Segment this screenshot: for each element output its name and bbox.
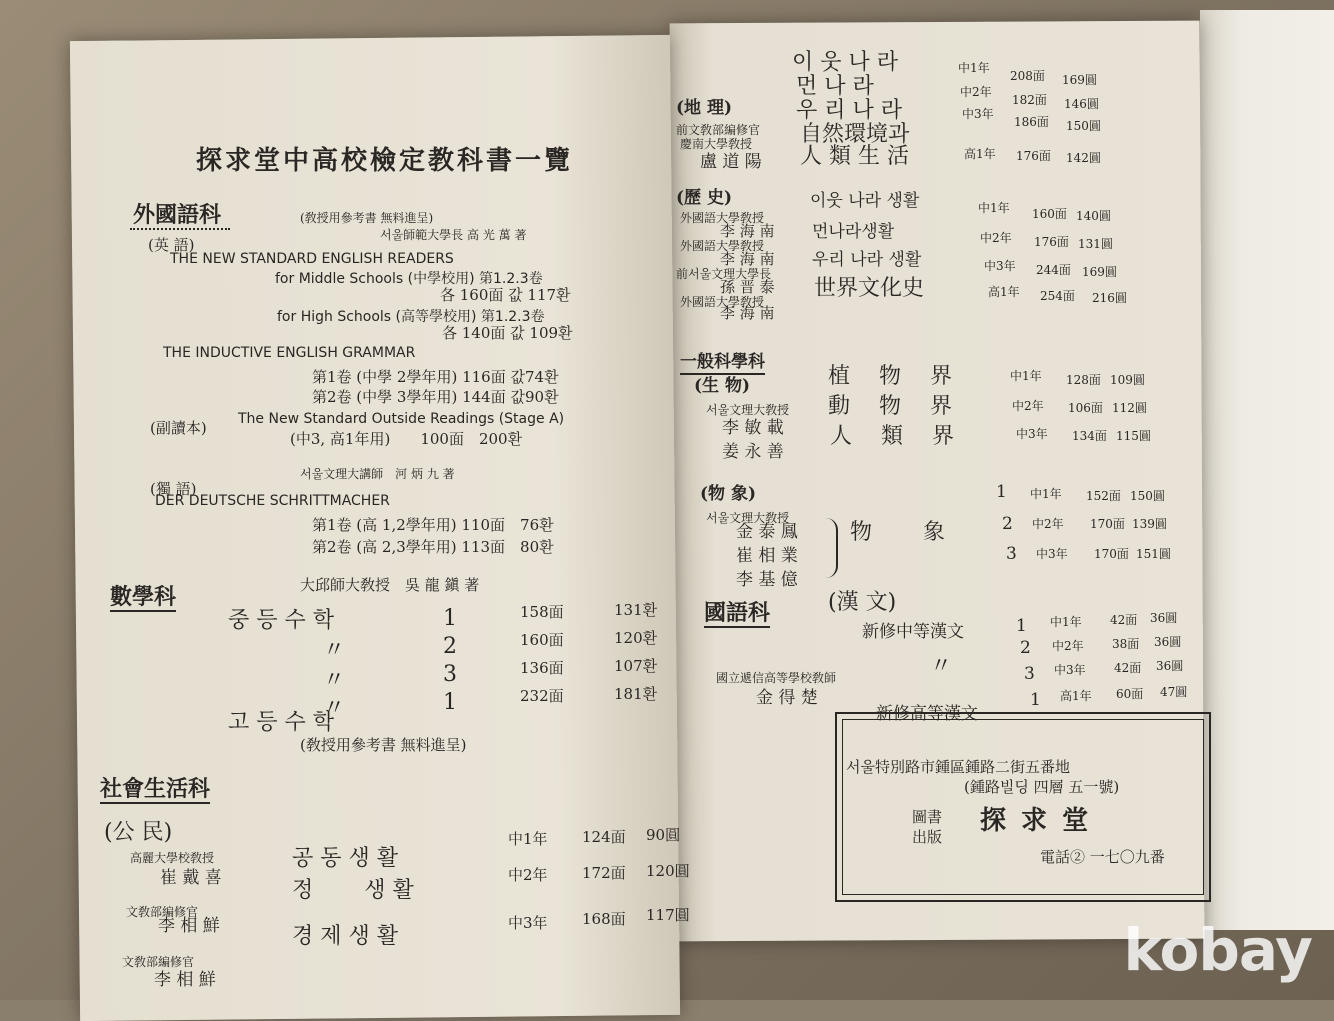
korean-row-vol: 1 (1016, 616, 1027, 636)
author-name: 李 相 鮮 (154, 970, 216, 990)
korean-row-title: 新修高等漢文 (876, 704, 978, 724)
korean-heading: 國語科 (704, 600, 771, 626)
book-page-edges (1200, 10, 1334, 930)
foreign-note: (敎授用參考書 無料進呈) (300, 211, 434, 225)
korean-row-price: 36圓 (1154, 635, 1182, 649)
bio-row-pages: 134面 (1072, 429, 1107, 443)
phys-row-vol: 3 (1006, 544, 1017, 564)
math-row-pages: 160面 (520, 631, 564, 649)
geo-row-pages: 182面 (1012, 93, 1047, 107)
social-row-title: 공 동 생 활 (292, 846, 398, 871)
geo-row-pages: 208面 (1010, 69, 1045, 83)
phys-label: (物 象) (700, 484, 757, 504)
author-name: 金 得 楚 (756, 688, 818, 708)
author-name: 崔 戴 喜 (160, 868, 222, 888)
math-row-vol: 1 (443, 690, 457, 715)
geo-row-pages: 176面 (1016, 149, 1051, 163)
bio-row-title: 動 物 界 (828, 394, 952, 419)
math-author: 大邱師大敎授 吳 龍 鎭 著 (300, 576, 480, 594)
hist-row-title: 우리 나라 생활 (812, 250, 922, 270)
social-row-price: 117圓 (646, 906, 690, 924)
social-row-title: 정 생 활 (292, 878, 414, 903)
bio-row-grade: 中3年 (1016, 427, 1048, 441)
author-name: 李 相 鮮 (158, 916, 220, 936)
geo-row-title: 自然環境과 (800, 122, 910, 147)
math-row-name: 〃 (323, 696, 346, 721)
author-name: 崔 相 業 (736, 546, 798, 566)
social-heading: 社會生活科 (100, 776, 211, 802)
science-heading: 一般科學科 (680, 354, 765, 375)
book-volume: 第2卷 (中學 3學年用) 144面 값90환 (312, 388, 559, 406)
author-title: 서울文理大敎授 (706, 511, 790, 525)
hist-row-price: 169圓 (1082, 265, 1117, 279)
math-note: (敎授用參考書 無料進呈) (300, 736, 467, 754)
publisher-address-2: (鍾路빌딩 四層 五一號) (964, 778, 1120, 796)
social-row-grade: 中2年 (508, 866, 548, 884)
social-row-price: 90圓 (646, 826, 681, 844)
korean-row-pages: 60面 (1116, 687, 1144, 701)
geo-row-title: 人 類 生 活 (800, 144, 909, 169)
math-row-vol: 1 (443, 606, 457, 631)
publisher-kind: 出版 (912, 828, 943, 846)
korean-row-price: 36圓 (1150, 611, 1178, 625)
geo-row-price: 150圓 (1066, 119, 1101, 133)
phys-row-pages: 170面 (1090, 517, 1125, 531)
korean-row-price: 36圓 (1156, 659, 1184, 673)
geo-row-grade: 中3年 (962, 107, 994, 121)
page-title: 探求堂中高校檢定教科書一覽 (196, 146, 574, 176)
author-name: 姜 永 善 (722, 442, 784, 462)
book-price: 各 160面 값 117환 (440, 286, 571, 304)
author-title: 慶南大學敎授 (680, 137, 753, 151)
korean-sub: (漢 文) (828, 590, 897, 615)
geo-row-grade: 中1年 (958, 61, 990, 75)
hist-row-grade: 中1年 (978, 201, 1010, 215)
korean-row-pages: 42面 (1110, 613, 1138, 627)
bio-row-grade: 中2年 (1012, 399, 1044, 413)
social-row-pages: 124面 (582, 828, 626, 846)
phys-title: 物 象 (850, 520, 945, 545)
hist-row-title: 世界文化史 (814, 276, 925, 301)
hist-row-pages: 176面 (1034, 235, 1069, 249)
heading-underline (130, 228, 230, 230)
author-title: 高麗大學校敎授 (130, 851, 215, 865)
korean-row-price: 47圓 (1160, 685, 1188, 699)
korean-row-vol: 2 (1020, 638, 1031, 658)
author-title: 서울文理大敎授 (706, 403, 790, 417)
phys-row-grade: 中1年 (1030, 487, 1062, 501)
math-row-vol: 3 (443, 662, 457, 687)
author-title: 前文敎部編修官 (676, 123, 761, 137)
hist-row-pages: 244面 (1036, 263, 1071, 277)
author-title: 外國語大學敎授 (680, 295, 765, 309)
geo-row-price: 142圓 (1066, 151, 1101, 165)
korean-row-vol: 3 (1024, 664, 1035, 684)
geo-row-price: 169圓 (1062, 73, 1097, 87)
bio-row-title: 人 類 界 (830, 424, 954, 449)
phys-row-price: 139圓 (1132, 517, 1167, 531)
bio-row-pages: 106面 (1068, 401, 1103, 415)
geo-row-title: 이 웃 나 라 (792, 50, 898, 75)
phys-row-price: 150圓 (1130, 489, 1165, 503)
book-volume: 第2卷 (高 2,3學年用) 113面 80환 (312, 538, 554, 556)
hist-row-price: 131圓 (1078, 237, 1113, 251)
math-row-name: 〃 (323, 638, 346, 663)
social-row-grade: 中3年 (508, 914, 548, 932)
korean-row-title: 〃 (930, 654, 953, 679)
bio-row-pages: 128面 (1066, 373, 1101, 387)
social-row-grade: 中1年 (508, 830, 548, 848)
bio-row-price: 115圓 (1116, 429, 1151, 443)
phys-row-pages: 170面 (1094, 547, 1129, 561)
phys-row-vol: 1 (996, 482, 1007, 502)
author-brace (826, 518, 838, 578)
author-name: 金 泰 鳳 (736, 522, 798, 542)
author-name: 李 海 南 (720, 222, 775, 240)
publisher-phone: 電話② 一七〇九番 (1040, 848, 1165, 866)
social-row-price: 120圓 (646, 862, 690, 880)
author-name: 李 海 南 (720, 304, 775, 322)
book-volume: 第1卷 (中學 2學年用) 116面 값74환 (312, 368, 559, 386)
hist-row-grade: 高1年 (988, 285, 1020, 299)
author-name: 李 海 南 (720, 250, 775, 268)
math-row-price: 107환 (614, 657, 658, 675)
german-label: (獨 語) (150, 480, 197, 498)
social-row-pages: 168面 (582, 910, 626, 928)
publisher-kind: 圖書 (912, 808, 943, 826)
hist-row-price: 216圓 (1092, 291, 1127, 305)
korean-row-grade: 高1年 (1060, 689, 1092, 703)
book-price: (中3, 高1年用) 100面 200환 (290, 430, 523, 448)
book-edition: for Middle Schools (中學校用) 第1.2.3卷 (275, 271, 543, 287)
geo-row-price: 146圓 (1064, 97, 1099, 111)
math-row-name: 〃 (323, 668, 346, 693)
book-price: 各 140面 값 109환 (442, 324, 573, 342)
phys-row-pages: 152面 (1086, 489, 1121, 503)
hist-label: (歷 史) (676, 188, 733, 208)
hist-row-grade: 中3年 (984, 259, 1016, 273)
bio-row-title: 植 物 界 (828, 364, 952, 389)
korean-row-pages: 38面 (1112, 637, 1140, 651)
german-author: 서울文理大講師 河 炳 九 著 (300, 467, 455, 481)
geo-row-title: 우 리 나 라 (796, 98, 902, 123)
korean-row-grade: 中2年 (1052, 639, 1084, 653)
author-title: 外國語大學敎授 (680, 211, 765, 225)
bio-label: (生 物) (694, 376, 751, 396)
math-row-price: 131환 (614, 601, 658, 619)
phys-row-grade: 中2年 (1032, 517, 1064, 531)
math-row-price: 120환 (614, 629, 658, 647)
book-title: THE INDUCTIVE ENGLISH GRAMMAR (163, 345, 416, 361)
reader-label: (副讀本) (150, 419, 207, 437)
civics-label: (公 民) (104, 820, 173, 845)
geo-label: (地 理) (676, 98, 733, 118)
geo-row-title: 먼 나 라 (796, 74, 874, 99)
bio-row-price: 109圓 (1110, 373, 1145, 387)
publisher-name: 探 求 堂 (980, 806, 1092, 836)
author-name: 盧 道 陽 (700, 152, 762, 172)
bio-row-price: 112圓 (1112, 401, 1147, 415)
author-name: 李 基 億 (736, 570, 798, 590)
book-edition: for High Schools (高等學校用) 第1.2.3卷 (277, 309, 545, 325)
geo-row-grade: 高1年 (964, 147, 996, 161)
geo-row-grade: 中2年 (960, 85, 992, 99)
math-row-pages: 232面 (520, 687, 564, 705)
author-name: 孫 晋 泰 (720, 278, 775, 296)
foreign-heading: 外國語科 (133, 202, 222, 228)
book-title: THE NEW STANDARD ENGLISH READERS (170, 251, 454, 267)
geo-row-pages: 186面 (1014, 115, 1049, 129)
korean-row-grade: 中1年 (1050, 615, 1082, 629)
author-name: 李 敏 載 (722, 418, 784, 438)
social-row-title: 경 제 생 활 (292, 924, 398, 949)
hist-row-price: 140圓 (1076, 209, 1111, 223)
watermark-logo: kobay (1123, 916, 1312, 984)
english-label: (英 語) (148, 236, 195, 254)
phys-row-price: 151圓 (1136, 547, 1171, 561)
book-title: DER DEUTSCHE SCHRITTMACHER (155, 493, 390, 509)
math-row-pages: 158面 (520, 603, 564, 621)
book-title: The New Standard Outside Readings (Stage A) (238, 411, 565, 427)
social-row-pages: 172面 (582, 864, 626, 882)
korean-row-vol: 1 (1030, 690, 1041, 710)
korean-row-title: 新修中等漢文 (862, 622, 964, 642)
hist-row-pages: 254面 (1040, 289, 1075, 303)
math-high-title: 고 등 수 학 (228, 710, 334, 735)
math-row-name: 중 등 수 학 (228, 608, 334, 633)
korean-row-pages: 42面 (1114, 661, 1142, 675)
english-author: 서울師範大學長 高 光 萬 著 (380, 228, 527, 242)
hist-row-title: 이웃 나라 생활 (810, 191, 920, 211)
author-title: 文敎部編修官 (122, 955, 195, 969)
math-row-pages: 136面 (520, 659, 564, 677)
math-heading: 數學科 (110, 584, 177, 610)
author-title: 前서울文理大學長 (676, 267, 772, 281)
author-title: 文敎部編修官 (126, 905, 199, 919)
math-row-vol: 2 (443, 634, 457, 659)
publisher-address: 서울特別路市鍾區鍾路二街五番地 (846, 758, 1070, 776)
korean-row-grade: 中3年 (1054, 663, 1086, 677)
hist-row-pages: 160面 (1032, 207, 1067, 221)
hist-row-grade: 中2年 (980, 231, 1012, 245)
author-title: 國立遞信高等學校敎師 (716, 671, 837, 685)
math-row-price: 181환 (614, 685, 658, 703)
book-volume: 第1卷 (高 1,2學年用) 110面 76환 (312, 516, 554, 534)
phys-row-vol: 2 (1002, 514, 1013, 534)
hist-row-title: 먼나라생활 (812, 222, 895, 242)
bio-row-grade: 中1年 (1010, 369, 1042, 383)
phys-row-grade: 中3年 (1036, 547, 1068, 561)
author-title: 外國語大學敎授 (680, 239, 765, 253)
